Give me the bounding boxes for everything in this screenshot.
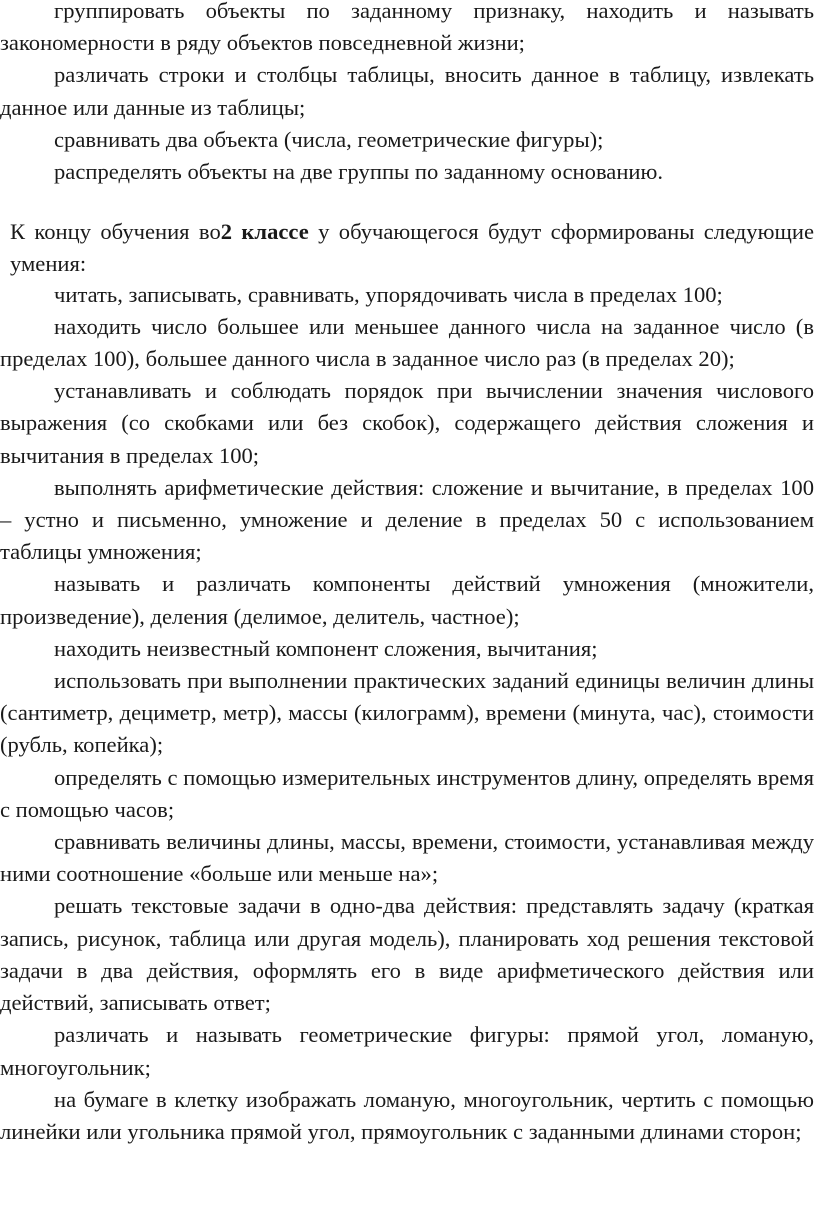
intro-grade-bold: 2 классе <box>220 219 309 245</box>
grade2-skill-item: устанавливать и соблюдать порядок при вычислении значения числового выражения (со скобками или без скобок), содержащего действия сложения и вычитания в пределах 100; <box>0 378 814 468</box>
grade2-skill-item: выполнять арифметические действия: сложение и вычитание, в пределах 100 – устно и письменно, умножение и деление в пределах 50 с использованием таблицы умножения; <box>0 474 814 565</box>
grade1-skill-item: различать строки и столбцы таблицы, вносить данное в таблицу, извлекать данное или данные из таблицы; <box>0 62 814 120</box>
grade1-skill-item: распределять объекты на две группы по заданному основанию. <box>54 159 664 185</box>
grade2-skill-item: находить число большее или меньшее данного числа на заданное число (в пределах 100), большее данного числа в заданное число раз (в пределах 20); <box>0 313 814 372</box>
section-gap <box>0 188 816 216</box>
grade2-skill-item: на бумаге в клетку изображать ломаную, многоугольник, чертить с помощью линейки или угольника прямой угол, прямоугольник с заданными длинами сторон; <box>0 1086 814 1144</box>
grade1-skill-item: сравнивать два объекта (числа, геометрические фигуры); <box>54 126 604 152</box>
intro-text-after: у обучающегося будут сформированы следующие умения: <box>10 219 814 277</box>
grade1-skill-item: группировать объекты по заданному признаку, находить и называть закономерности в ряду объектов повседневной жизни; <box>0 0 814 56</box>
intro-text-before: К концу обучения во <box>10 219 221 245</box>
grade2-skill-item: сравнивать величины длины, массы, времени, стоимости, устанавливая между ними соотношение «больше или меньше на»; <box>0 829 814 887</box>
grade2-skill-item: определять с помощью измерительных инструментов длину, определять время с помощью часов; <box>0 764 814 822</box>
grade2-skill-item: различать и называть геометрические фигуры: прямой угол, ломаную, многоугольник; <box>0 1022 814 1080</box>
grade2-skill-item: называть и различать компоненты действий умножения (множители, произведение), деления (делимое, делитель, частное); <box>0 571 814 629</box>
grade2-skill-item: читать, записывать, сравнивать, упорядочивать числа в пределах 100; <box>54 281 723 307</box>
grade2-skill-item: решать текстовые задачи в одно-два действия: представлять задачу (краткая запись, рисунок, таблица или другая модель), планировать ход решения текстовой задачи в два действия, оформлять его в виде арифметического действия или действий, записывать ответ; <box>0 893 814 1016</box>
grade2-skill-item: использовать при выполнении практических заданий единицы величин длины (сантиметр, дециметр, метр), массы (килограмм), времени (минута, час), стоимости (рубль, копейка); <box>0 668 814 758</box>
grade2-skill-item: находить неизвестный компонент сложения, вычитания; <box>54 635 598 661</box>
grade2-intro <box>0 216 816 280</box>
